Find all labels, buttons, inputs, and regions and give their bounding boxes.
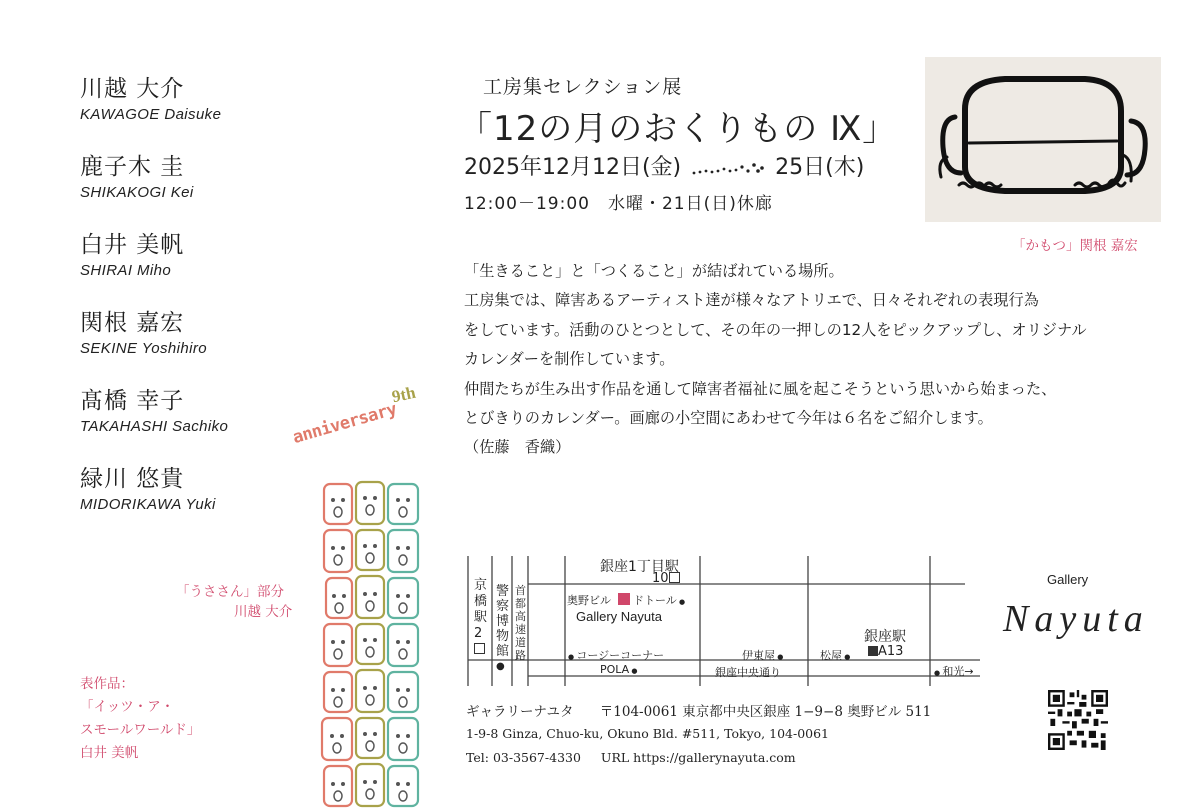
map-matsuya-label: 松屋 bbox=[820, 649, 842, 662]
tel: Tel: 03-3567-4330 bbox=[466, 750, 581, 765]
anniversary-word bbox=[290, 399, 398, 448]
qr-code-icon[interactable] bbox=[1048, 690, 1108, 750]
map-wako: ● 和光→ bbox=[934, 665, 974, 678]
exhibition-subtitle: 工房集セレクション展 bbox=[483, 76, 683, 98]
gallery-name: ギャラリーナユタ bbox=[466, 704, 574, 720]
opening-hours: 12:00－19:00 水曜・21日(日)休廊 bbox=[464, 194, 773, 214]
artist-name-jp: 鹿子木 圭 bbox=[80, 154, 185, 180]
map-char: 路 bbox=[515, 649, 526, 662]
featured-work-title-2: スモールワールド」 bbox=[80, 722, 201, 738]
exhibition-title: 「12の月のおくりもの Ⅸ」 bbox=[458, 109, 898, 149]
anniversary-ordinal: 9th bbox=[390, 382, 418, 407]
station-exit-icon bbox=[669, 572, 680, 583]
map-ginza-station: 銀座駅 bbox=[864, 629, 906, 645]
date-end: 25日(木) bbox=[775, 155, 865, 180]
map-pola: POLA ● bbox=[600, 663, 638, 676]
usasan-artwork-image bbox=[318, 478, 428, 810]
artist-name-en: TAKAHASHI Sachiko bbox=[80, 418, 229, 435]
artist-entry bbox=[80, 304, 207, 357]
map-char: 館 bbox=[496, 644, 510, 659]
map-cozy-corner: ● コージーコーナー bbox=[568, 649, 665, 662]
map-char: 道 bbox=[515, 636, 526, 649]
artist-entry bbox=[80, 70, 221, 123]
map-a13-exit bbox=[868, 644, 903, 659]
usasan-caption-artist: 川越 大介 bbox=[234, 604, 293, 620]
map-pola-label: POLA bbox=[600, 663, 630, 676]
map-okuno-building: 奥野ビル bbox=[567, 594, 611, 607]
artist-entry bbox=[80, 148, 194, 201]
map-char: 2 bbox=[474, 626, 483, 641]
description-line: とびきりのカレンダー。画廊の小空間にあわせて今年は６名をご紹介します。 bbox=[464, 409, 993, 428]
usasan-caption-title: 「うささん」部分 bbox=[176, 584, 284, 600]
map-char: 物 bbox=[496, 629, 510, 644]
description-line: をしています。活動のひとつとして、その年の一押しの12人をピックアップし、オリジナル bbox=[464, 320, 1087, 339]
artist-entry bbox=[80, 226, 184, 279]
date-start: 2025年12月12日(金) bbox=[464, 155, 682, 180]
artist-name-jp: 関根 嘉宏 bbox=[80, 310, 185, 336]
artist-name-en: KAWAGOE Daisuke bbox=[80, 106, 222, 123]
map-police-museum: 警 察 博 物 館 ● bbox=[496, 584, 510, 672]
anniversary-word-text: anniversary bbox=[290, 399, 399, 448]
map-wako-label: 和光→ bbox=[942, 665, 974, 678]
address-jp bbox=[466, 700, 931, 720]
usasan-caption bbox=[176, 582, 292, 622]
map-char: 博 bbox=[496, 614, 510, 629]
description bbox=[464, 257, 1087, 463]
featured-work-caption bbox=[80, 673, 200, 765]
website-url[interactable]: URL https://gallerynayuta.com bbox=[600, 750, 796, 765]
map-cozy-label: コージーコーナー bbox=[576, 649, 665, 662]
artist-name-jp: 川越 大介 bbox=[80, 76, 185, 102]
map-exit-10 bbox=[652, 571, 680, 586]
map-doutor: ドトール ● bbox=[633, 594, 686, 607]
map-char: 駅 bbox=[474, 610, 488, 625]
map-char: 都 bbox=[515, 597, 526, 610]
featured-work-label: 表作品： bbox=[80, 676, 134, 692]
artist-name-en: SHIRAI Miho bbox=[80, 262, 172, 279]
map-expressway bbox=[515, 584, 527, 662]
map-kyobashi-station bbox=[474, 578, 488, 654]
map-char: 京 bbox=[474, 578, 488, 593]
logo-nayuta: Nayuta bbox=[1003, 598, 1149, 640]
map-char: 速 bbox=[515, 623, 526, 636]
description-line: カレンダーを制作しています。 bbox=[464, 350, 675, 369]
map-char: 高 bbox=[515, 610, 526, 623]
logo-gallery-text: Gallery bbox=[1047, 572, 1089, 587]
dotted-arrow-icon bbox=[690, 159, 766, 177]
map-itoya-label: 伊東屋 bbox=[742, 649, 775, 662]
access-map bbox=[460, 556, 980, 686]
artist-name-en: MIDORIKAWA Yuki bbox=[80, 496, 216, 513]
featured-work-artist: 白井 美帆 bbox=[80, 745, 139, 761]
artist-name-jp: 髙橋 幸子 bbox=[80, 388, 185, 414]
map-ginza1-station: 銀座1丁目駅 bbox=[600, 559, 679, 575]
description-line: 仲間たちが生み出す作品を通して障害者福祉に風を起こそうという思いから始まった、 bbox=[464, 379, 1057, 398]
artist-entry bbox=[80, 382, 228, 435]
description-line: 工房集では、障害あるアーティスト達が様々なアトリエで、日々それぞれの表現行為 bbox=[464, 291, 1039, 310]
artwork-caption: 「かもつ」関根 嘉宏 bbox=[1012, 238, 1138, 254]
map-char: 察 bbox=[496, 599, 510, 614]
map-a13-label: A13 bbox=[878, 644, 904, 659]
map-exit-label: 10 bbox=[652, 571, 669, 586]
artist-name-en: SHIKAKOGI Kei bbox=[80, 184, 194, 201]
kamotsu-artwork-image bbox=[925, 57, 1161, 222]
station-exit-icon bbox=[868, 646, 878, 656]
exhibition-dates bbox=[464, 150, 864, 181]
station-exit-icon bbox=[474, 643, 485, 654]
map-gallery-label: Gallery Nayuta bbox=[576, 609, 662, 624]
artist-name-jp: 白井 美帆 bbox=[80, 232, 185, 258]
map-chuo-dori: 銀座中央通り bbox=[715, 666, 781, 679]
description-line: （佐藤 香織） bbox=[464, 438, 571, 457]
map-matsuya: 松屋 ● bbox=[820, 649, 851, 662]
map-itoya: 伊東屋 ● bbox=[742, 649, 784, 662]
map-char: 橋 bbox=[474, 594, 488, 609]
featured-work-title-1: 「イッツ・ア・ bbox=[80, 699, 175, 715]
description-line: 「生きること」と「つくること」が結ばれている場所。 bbox=[464, 262, 844, 280]
artist-name-en: SEKINE Yoshihiro bbox=[80, 340, 208, 357]
map-char: 首 bbox=[515, 584, 526, 597]
map-char: 警 bbox=[496, 584, 510, 599]
artist-entry bbox=[80, 460, 216, 513]
artist-name-jp: 緑川 悠貴 bbox=[80, 466, 185, 492]
contact-line bbox=[466, 750, 796, 765]
map-doutor-label: ドトール bbox=[633, 594, 677, 607]
address-jp-text: 〒104-0061 東京都中央区銀座 1−9−8 奥野ビル 511 bbox=[599, 704, 932, 720]
address-en: 1-9-8 Ginza, Chuo-ku, Okuno Bld. #511, Tokyo, 104-0061 bbox=[466, 726, 830, 741]
